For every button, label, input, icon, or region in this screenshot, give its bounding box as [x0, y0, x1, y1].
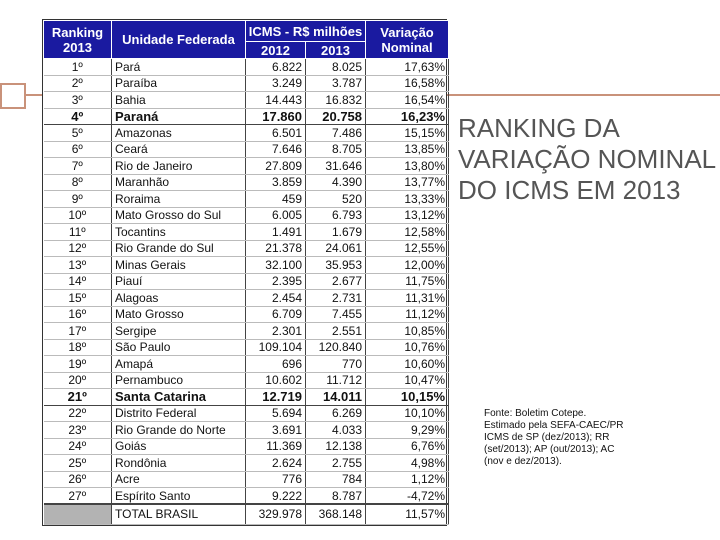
icms-2013-cell: 24.061 — [306, 240, 366, 257]
variacao-cell: 15,15% — [366, 125, 449, 142]
rank-cell: 11º — [44, 224, 112, 241]
variacao-cell: 16,54% — [366, 92, 449, 109]
rank-cell: 4º — [44, 108, 112, 125]
variacao-cell: 12,55% — [366, 240, 449, 257]
table-row — [44, 224, 449, 241]
icms-2012-cell: 776 — [246, 471, 306, 488]
variacao-cell: 1,12% — [366, 471, 449, 488]
icms-2012-cell: 7.646 — [246, 141, 306, 158]
uf-cell: Ceará — [112, 141, 246, 158]
uf-cell: Rio Grande do Sul — [112, 240, 246, 257]
variacao-cell: 16,58% — [366, 75, 449, 92]
accent-square — [0, 83, 26, 109]
variacao-cell: 9,29% — [366, 422, 449, 439]
table-row — [44, 356, 449, 373]
variacao-cell: 11,12% — [366, 306, 449, 323]
total-row — [44, 504, 449, 524]
rank-cell: 7º — [44, 158, 112, 175]
uf-cell: Piauí — [112, 273, 246, 290]
icms-2012-cell: 6.822 — [246, 59, 306, 76]
icms-2013-cell: 8.705 — [306, 141, 366, 158]
total-2012-cell: 329.978 — [246, 504, 306, 524]
table-row — [44, 273, 449, 290]
table-row — [44, 191, 449, 208]
table-row — [44, 471, 449, 488]
variacao-cell: 12,58% — [366, 224, 449, 241]
variacao-cell: 10,85% — [366, 323, 449, 340]
uf-cell: Tocantins — [112, 224, 246, 241]
icms-2013-cell: 12.138 — [306, 438, 366, 455]
rank-cell: 22º — [44, 405, 112, 422]
variacao-cell: 13,85% — [366, 141, 449, 158]
uf-cell: Bahia — [112, 92, 246, 109]
variacao-cell: 13,33% — [366, 191, 449, 208]
table-row — [44, 438, 449, 455]
icms-2012-cell: 3.859 — [246, 174, 306, 191]
uf-cell: Paraíba — [112, 75, 246, 92]
icms-2012-cell: 27.809 — [246, 158, 306, 175]
table-row — [44, 323, 449, 340]
table-header — [44, 21, 449, 59]
rank-cell: 24º — [44, 438, 112, 455]
header-icms: ICMS - R$ milhões — [246, 21, 366, 42]
icms-2013-cell: 20.758 — [306, 108, 366, 125]
icms-2012-cell: 14.443 — [246, 92, 306, 109]
variacao-cell: 12,00% — [366, 257, 449, 274]
rank-cell: 9º — [44, 191, 112, 208]
uf-cell: Rio Grande do Norte — [112, 422, 246, 439]
table-row — [44, 92, 449, 109]
icms-2013-cell: 520 — [306, 191, 366, 208]
table-row — [44, 422, 449, 439]
table-row — [44, 290, 449, 307]
uf-cell: Santa Catarina — [112, 389, 246, 406]
table-row — [44, 488, 449, 505]
uf-cell: Alagoas — [112, 290, 246, 307]
icms-2013-cell: 2.755 — [306, 455, 366, 472]
rank-cell: 8º — [44, 174, 112, 191]
uf-cell: Paraná — [112, 108, 246, 125]
variacao-cell: 10,10% — [366, 405, 449, 422]
table-row — [44, 306, 449, 323]
icms-2012-cell: 1.491 — [246, 224, 306, 241]
icms-2013-cell: 1.679 — [306, 224, 366, 241]
uf-cell: Sergipe — [112, 323, 246, 340]
total-variacao-cell: 11,57% — [366, 504, 449, 524]
icms-2013-cell: 8.025 — [306, 59, 366, 76]
rank-cell: 15º — [44, 290, 112, 307]
table-row — [44, 174, 449, 191]
variacao-cell: 13,77% — [366, 174, 449, 191]
variacao-cell: 17,63% — [366, 59, 449, 76]
table-body — [44, 59, 449, 525]
table-row — [44, 240, 449, 257]
icms-2013-cell: 2.677 — [306, 273, 366, 290]
icms-2013-cell: 6.793 — [306, 207, 366, 224]
icms-2012-cell: 11.369 — [246, 438, 306, 455]
variacao-cell: 10,60% — [366, 356, 449, 373]
uf-cell: Pernambuco — [112, 372, 246, 389]
icms-2013-cell: 6.269 — [306, 405, 366, 422]
icms-2012-cell: 109.104 — [246, 339, 306, 356]
uf-cell: Amazonas — [112, 125, 246, 142]
icms-2012-cell: 10.602 — [246, 372, 306, 389]
header-2013: 2013 — [306, 42, 366, 59]
rank-cell: 26º — [44, 471, 112, 488]
icms-2012-cell: 9.222 — [246, 488, 306, 505]
variacao-cell: 11,75% — [366, 273, 449, 290]
rank-cell: 18º — [44, 339, 112, 356]
icms-2013-cell: 7.486 — [306, 125, 366, 142]
rank-cell: 14º — [44, 273, 112, 290]
icms-2013-cell: 7.455 — [306, 306, 366, 323]
icms-2013-cell: 2.551 — [306, 323, 366, 340]
icms-2013-cell: 16.832 — [306, 92, 366, 109]
icms-2013-cell: 11.712 — [306, 372, 366, 389]
icms-ranking-table-wrapper — [42, 19, 447, 526]
total-label-cell: TOTAL BRASIL — [112, 504, 246, 524]
icms-2012-cell: 3.249 — [246, 75, 306, 92]
icms-2012-cell: 2.454 — [246, 290, 306, 307]
rank-cell: 23º — [44, 422, 112, 439]
source-note: Fonte: Boletim Cotepe. Estimado pela SEFA-CAEC/PR ICMS de SP (dez/2013); RR (set/2013); AP (out/2013); AC (nov e dez/2013). — [484, 408, 624, 467]
icms-2012-cell: 6.501 — [246, 125, 306, 142]
uf-cell: Rondônia — [112, 455, 246, 472]
icms-2012-cell: 17.860 — [246, 108, 306, 125]
header-variacao: Variação Nominal — [366, 21, 449, 59]
rank-cell: 27º — [44, 488, 112, 505]
uf-cell: Roraima — [112, 191, 246, 208]
uf-cell: Mato Grosso — [112, 306, 246, 323]
icms-2012-cell: 12.719 — [246, 389, 306, 406]
total-blank-cell — [44, 504, 112, 524]
uf-cell: Maranhão — [112, 174, 246, 191]
table-row — [44, 455, 449, 472]
header-ranking: Ranking 2013 — [44, 21, 112, 59]
rank-cell: 21º — [44, 389, 112, 406]
rank-cell: 10º — [44, 207, 112, 224]
icms-2012-cell: 2.395 — [246, 273, 306, 290]
icms-2013-cell: 784 — [306, 471, 366, 488]
variacao-cell: 11,31% — [366, 290, 449, 307]
table-row — [44, 257, 449, 274]
uf-cell: Minas Gerais — [112, 257, 246, 274]
icms-2012-cell: 459 — [246, 191, 306, 208]
icms-2012-cell: 696 — [246, 356, 306, 373]
variacao-cell: 4,98% — [366, 455, 449, 472]
table-row — [44, 141, 449, 158]
variacao-cell: -4,72% — [366, 488, 449, 505]
rank-cell: 12º — [44, 240, 112, 257]
icms-2012-cell: 21.378 — [246, 240, 306, 257]
icms-2012-cell: 5.694 — [246, 405, 306, 422]
table-row — [44, 405, 449, 422]
variacao-cell: 13,80% — [366, 158, 449, 175]
icms-2013-cell: 4.390 — [306, 174, 366, 191]
uf-cell: Mato Grosso do Sul — [112, 207, 246, 224]
icms-2013-cell: 31.646 — [306, 158, 366, 175]
variacao-cell: 10,15% — [366, 389, 449, 406]
icms-2012-cell: 6.005 — [246, 207, 306, 224]
table-row — [44, 108, 449, 125]
rank-cell: 5º — [44, 125, 112, 142]
rank-cell: 1º — [44, 59, 112, 76]
icms-2012-cell: 6.709 — [246, 306, 306, 323]
variacao-cell: 10,76% — [366, 339, 449, 356]
rank-cell: 17º — [44, 323, 112, 340]
icms-2013-cell: 8.787 — [306, 488, 366, 505]
icms-2012-cell: 3.691 — [246, 422, 306, 439]
icms-2013-cell: 4.033 — [306, 422, 366, 439]
icms-2013-cell: 770 — [306, 356, 366, 373]
variacao-cell: 6,76% — [366, 438, 449, 455]
uf-cell: Distrito Federal — [112, 405, 246, 422]
variacao-cell: 10,47% — [366, 372, 449, 389]
rank-cell: 25º — [44, 455, 112, 472]
uf-cell: Rio de Janeiro — [112, 158, 246, 175]
rank-cell: 19º — [44, 356, 112, 373]
uf-cell: Acre — [112, 471, 246, 488]
total-2013-cell: 368.148 — [306, 504, 366, 524]
uf-cell: São Paulo — [112, 339, 246, 356]
icms-ranking-table — [43, 20, 449, 525]
table-row — [44, 372, 449, 389]
icms-2013-cell: 120.840 — [306, 339, 366, 356]
icms-2012-cell: 32.100 — [246, 257, 306, 274]
variacao-cell: 13,12% — [366, 207, 449, 224]
rank-cell: 2º — [44, 75, 112, 92]
table-row — [44, 389, 449, 406]
uf-cell: Pará — [112, 59, 246, 76]
variacao-cell: 16,23% — [366, 108, 449, 125]
icms-2012-cell: 2.301 — [246, 323, 306, 340]
icms-2013-cell: 14.011 — [306, 389, 366, 406]
icms-2013-cell: 3.787 — [306, 75, 366, 92]
rank-cell: 13º — [44, 257, 112, 274]
rank-cell: 3º — [44, 92, 112, 109]
table-row — [44, 125, 449, 142]
table-row — [44, 75, 449, 92]
slide-title: RANKING DA VARIAÇÃO NOMINAL DO ICMS EM 2013 — [458, 113, 716, 205]
icms-2013-cell: 2.731 — [306, 290, 366, 307]
table-row — [44, 207, 449, 224]
header-2012: 2012 — [246, 42, 306, 59]
rank-cell: 6º — [44, 141, 112, 158]
table-row — [44, 59, 449, 76]
rank-cell: 20º — [44, 372, 112, 389]
icms-2013-cell: 35.953 — [306, 257, 366, 274]
uf-cell: Espírito Santo — [112, 488, 246, 505]
rank-cell: 16º — [44, 306, 112, 323]
table-row — [44, 339, 449, 356]
header-uf: Unidade Federada — [112, 21, 246, 59]
icms-2012-cell: 2.624 — [246, 455, 306, 472]
table-row — [44, 158, 449, 175]
uf-cell: Amapá — [112, 356, 246, 373]
uf-cell: Goiás — [112, 438, 246, 455]
